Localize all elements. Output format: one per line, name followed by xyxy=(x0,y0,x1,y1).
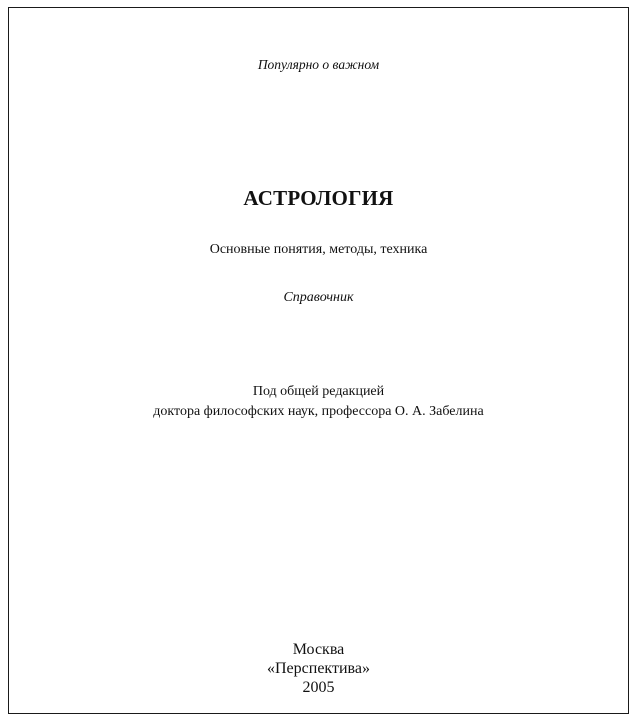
book-genre: Справочник xyxy=(283,290,354,305)
series-name: Популярно о важном xyxy=(257,57,380,72)
imprint-publisher: «Перспектива» xyxy=(267,660,370,677)
book-title: АСТРОЛОГИЯ xyxy=(243,186,394,210)
imprint-year: 2005 xyxy=(302,679,335,696)
editor-line-2: доктора философских наук, профессора О. А. Забелина xyxy=(153,404,484,419)
imprint-city: Москва xyxy=(292,641,345,658)
book-subtitle: Основные понятия, методы, техника xyxy=(209,242,428,257)
page-frame xyxy=(8,7,629,714)
editor-line-1: Под общей редакцией xyxy=(252,384,385,399)
